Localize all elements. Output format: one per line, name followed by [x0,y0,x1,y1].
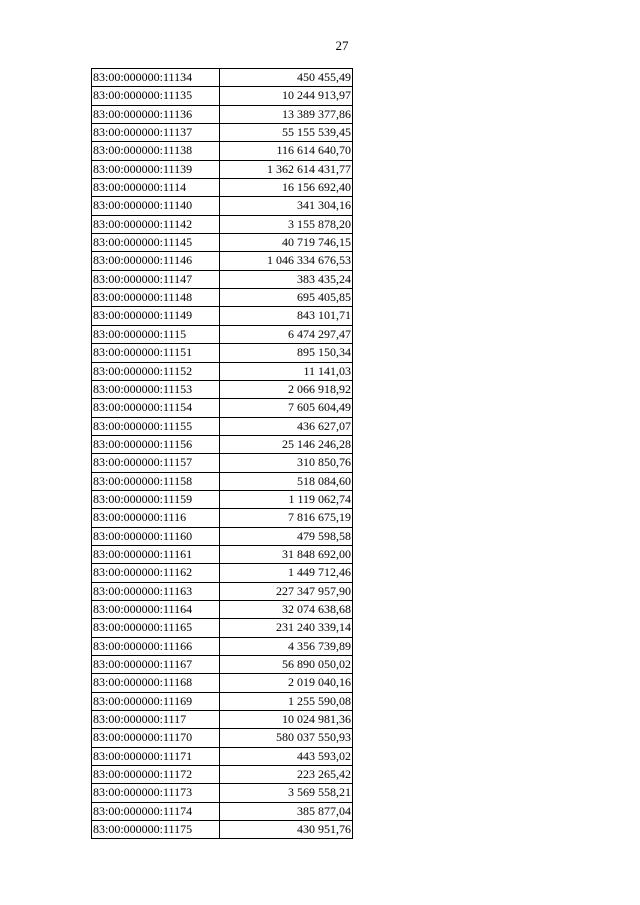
table-row [92,124,353,142]
cadastral-value-cell: 518 084,60 [220,472,353,490]
cadastral-value-cell: 10 244 913,97 [220,87,353,105]
table-row [92,766,353,784]
table-row [92,399,353,417]
cadastral-number-cell: 83:00:000000:1114 [92,179,220,197]
cadastral-value-cell: 227 347 957,90 [220,582,353,600]
cadastral-number-cell: 83:00:000000:1115 [92,325,220,343]
table-row [92,692,353,710]
cadastral-number-cell: 83:00:000000:11140 [92,197,220,215]
cadastral-value-cell: 223 265,42 [220,766,353,784]
cadastral-value-cell: 11 141,03 [220,362,353,380]
cadastral-value-cell: 385 877,04 [220,802,353,820]
cadastral-number-cell: 83:00:000000:11142 [92,215,220,233]
cadastral-value-cell: 116 614 640,70 [220,142,353,160]
cadastral-number-cell: 83:00:000000:1116 [92,509,220,527]
table-row [92,252,353,270]
cadastral-number-cell: 83:00:000000:11171 [92,747,220,765]
cadastral-value-cell: 31 848 692,00 [220,545,353,563]
cadastral-value-cell: 430 951,76 [220,821,353,839]
cadastral-value-cell: 443 593,02 [220,747,353,765]
table-row [92,711,353,729]
table-row [92,490,353,508]
table-body [92,69,353,839]
cadastral-value-cell: 1 119 062,74 [220,490,353,508]
table-row [92,344,353,362]
table-row [92,417,353,435]
table-row [92,545,353,563]
table-row [92,87,353,105]
cadastral-number-cell: 83:00:000000:11163 [92,582,220,600]
cadastral-value-cell: 479 598,58 [220,527,353,545]
cadastral-number-cell: 83:00:000000:11147 [92,270,220,288]
cadastral-value-cell: 383 435,24 [220,270,353,288]
cadastral-value-cell: 10 024 981,36 [220,711,353,729]
cadastral-number-cell: 83:00:000000:11161 [92,545,220,563]
cadastral-number-cell: 83:00:000000:11174 [92,802,220,820]
table-row [92,234,353,252]
cadastral-number-cell: 83:00:000000:11175 [92,821,220,839]
cadastral-number-cell: 83:00:000000:11149 [92,307,220,325]
cadastral-value-cell: 3 155 878,20 [220,215,353,233]
cadastral-value-cell: 580 037 550,93 [220,729,353,747]
cadastral-number-cell: 83:00:000000:11168 [92,674,220,692]
cadastral-number-cell: 83:00:000000:11146 [92,252,220,270]
cadastral-value-cell: 55 155 539,45 [220,124,353,142]
cadastral-number-cell: 83:00:000000:11162 [92,564,220,582]
table-row [92,454,353,472]
cadastral-number-cell: 83:00:000000:11148 [92,289,220,307]
table-row [92,509,353,527]
table-row [92,307,353,325]
cadastral-value-cell: 7 605 604,49 [220,399,353,417]
table-row [92,637,353,655]
cadastral-value-cell: 2 019 040,16 [220,674,353,692]
cadastral-number-cell: 83:00:000000:1117 [92,711,220,729]
cadastral-number-cell: 83:00:000000:11138 [92,142,220,160]
table-row [92,656,353,674]
cadastral-value-cell: 2 066 918,92 [220,380,353,398]
table-row [92,435,353,453]
table-row [92,729,353,747]
cadastral-number-cell: 83:00:000000:11172 [92,766,220,784]
cadastral-value-cell: 1 362 614 431,77 [220,160,353,178]
table-row [92,69,353,87]
cadastral-value-cell: 3 569 558,21 [220,784,353,802]
cadastral-number-cell: 83:00:000000:11134 [92,69,220,87]
cadastral-value-cell: 231 240 339,14 [220,619,353,637]
cadastral-value-cell: 13 389 377,86 [220,105,353,123]
cadastral-number-cell: 83:00:000000:11159 [92,490,220,508]
cadastral-value-cell: 341 304,16 [220,197,353,215]
cadastral-value-table [91,68,353,839]
cadastral-value-cell: 1 449 712,46 [220,564,353,582]
table-row [92,600,353,618]
cadastral-number-cell: 83:00:000000:11136 [92,105,220,123]
table-row [92,197,353,215]
table-row [92,289,353,307]
cadastral-value-cell: 7 816 675,19 [220,509,353,527]
cadastral-value-cell: 6 474 297,47 [220,325,353,343]
table-row [92,325,353,343]
cadastral-value-cell: 695 405,85 [220,289,353,307]
table-row [92,674,353,692]
table-row [92,179,353,197]
cadastral-number-cell: 83:00:000000:11137 [92,124,220,142]
table-row [92,564,353,582]
cadastral-number-cell: 83:00:000000:11154 [92,399,220,417]
cadastral-value-cell: 450 455,49 [220,69,353,87]
cadastral-value-cell: 16 156 692,40 [220,179,353,197]
cadastral-value-cell: 1 255 590,08 [220,692,353,710]
table-row [92,821,353,839]
cadastral-number-cell: 83:00:000000:11173 [92,784,220,802]
table-row [92,582,353,600]
cadastral-value-cell: 436 627,07 [220,417,353,435]
cadastral-number-cell: 83:00:000000:11164 [92,600,220,618]
table-row [92,362,353,380]
table-row [92,160,353,178]
table-row [92,105,353,123]
cadastral-number-cell: 83:00:000000:11139 [92,160,220,178]
cadastral-number-cell: 83:00:000000:11157 [92,454,220,472]
cadastral-number-cell: 83:00:000000:11135 [92,87,220,105]
table-row [92,784,353,802]
cadastral-number-cell: 83:00:000000:11170 [92,729,220,747]
table-row [92,747,353,765]
page-number: 27 [335,38,349,53]
cadastral-number-cell: 83:00:000000:11169 [92,692,220,710]
cadastral-number-cell: 83:00:000000:11153 [92,380,220,398]
cadastral-number-cell: 83:00:000000:11155 [92,417,220,435]
cadastral-value-cell: 25 146 246,28 [220,435,353,453]
cadastral-value-cell: 32 074 638,68 [220,600,353,618]
table-row [92,472,353,490]
table-row [92,619,353,637]
cadastral-value-cell: 40 719 746,15 [220,234,353,252]
cadastral-number-cell: 83:00:000000:11152 [92,362,220,380]
cadastral-value-cell: 895 150,34 [220,344,353,362]
table-row [92,142,353,160]
cadastral-number-cell: 83:00:000000:11167 [92,656,220,674]
cadastral-value-cell: 56 890 050,02 [220,656,353,674]
cadastral-number-cell: 83:00:000000:11166 [92,637,220,655]
cadastral-value-cell: 1 046 334 676,53 [220,252,353,270]
table-row [92,215,353,233]
cadastral-value-cell: 310 850,76 [220,454,353,472]
cadastral-number-cell: 83:00:000000:11158 [92,472,220,490]
cadastral-number-cell: 83:00:000000:11160 [92,527,220,545]
table-row [92,802,353,820]
table-row [92,527,353,545]
cadastral-value-cell: 4 356 739,89 [220,637,353,655]
table-row [92,270,353,288]
cadastral-value-cell: 843 101,71 [220,307,353,325]
cadastral-number-cell: 83:00:000000:11156 [92,435,220,453]
cadastral-number-cell: 83:00:000000:11145 [92,234,220,252]
cadastral-number-cell: 83:00:000000:11165 [92,619,220,637]
table-row [92,380,353,398]
cadastral-number-cell: 83:00:000000:11151 [92,344,220,362]
